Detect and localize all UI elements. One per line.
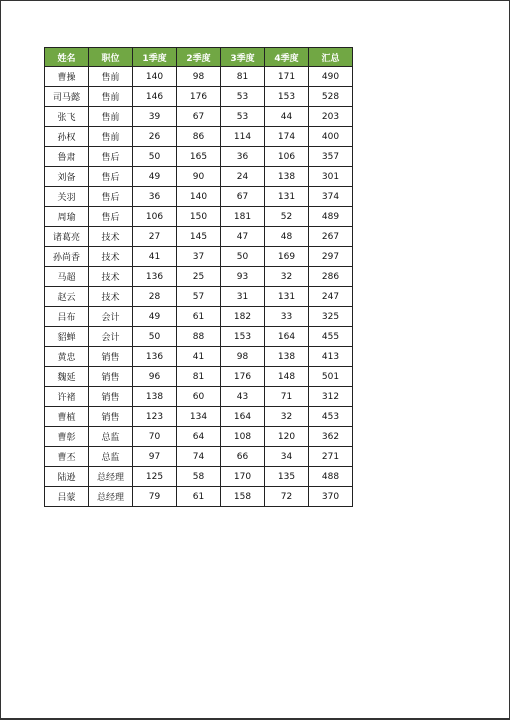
- table-row: [45, 167, 353, 187]
- q4-cell: 106: [265, 147, 309, 167]
- name-cell: 张飞: [45, 107, 89, 127]
- q3-cell: 164: [221, 407, 265, 427]
- header-cell-q1: 1季度: [133, 48, 177, 67]
- q1-cell: 125: [133, 467, 177, 487]
- q2-cell: 81: [177, 367, 221, 387]
- position-cell: 总监: [89, 427, 133, 447]
- total-cell: 489: [309, 207, 353, 227]
- q4-cell: 72: [265, 487, 309, 507]
- q3-cell: 66: [221, 447, 265, 467]
- table-row: [45, 227, 353, 247]
- name-cell: 曹植: [45, 407, 89, 427]
- total-cell: 203: [309, 107, 353, 127]
- q4-cell: 164: [265, 327, 309, 347]
- q2-cell: 176: [177, 87, 221, 107]
- name-cell: 孙尚香: [45, 247, 89, 267]
- table-row: [45, 107, 353, 127]
- q2-cell: 60: [177, 387, 221, 407]
- q3-cell: 114: [221, 127, 265, 147]
- q4-cell: 34: [265, 447, 309, 467]
- name-cell: 吕布: [45, 307, 89, 327]
- position-cell: 销售: [89, 367, 133, 387]
- q4-cell: 120: [265, 427, 309, 447]
- q1-cell: 70: [133, 427, 177, 447]
- q2-cell: 140: [177, 187, 221, 207]
- name-cell: 诸葛亮: [45, 227, 89, 247]
- total-cell: 286: [309, 267, 353, 287]
- position-cell: 售前: [89, 107, 133, 127]
- q4-cell: 169: [265, 247, 309, 267]
- total-cell: 374: [309, 187, 353, 207]
- name-cell: 赵云: [45, 287, 89, 307]
- name-cell: 许褚: [45, 387, 89, 407]
- q1-cell: 27: [133, 227, 177, 247]
- name-cell: 曹操: [45, 67, 89, 87]
- q3-cell: 53: [221, 107, 265, 127]
- q3-cell: 43: [221, 387, 265, 407]
- q1-cell: 39: [133, 107, 177, 127]
- q1-cell: 140: [133, 67, 177, 87]
- header-cell-q3: 3季度: [221, 48, 265, 67]
- q2-cell: 150: [177, 207, 221, 227]
- q3-cell: 53: [221, 87, 265, 107]
- q3-cell: 153: [221, 327, 265, 347]
- header-cell-position: 职位: [89, 48, 133, 67]
- total-cell: 301: [309, 167, 353, 187]
- q4-cell: 33: [265, 307, 309, 327]
- q2-cell: 98: [177, 67, 221, 87]
- q2-cell: 64: [177, 427, 221, 447]
- q4-cell: 138: [265, 167, 309, 187]
- q3-cell: 81: [221, 67, 265, 87]
- total-cell: 400: [309, 127, 353, 147]
- q2-cell: 145: [177, 227, 221, 247]
- q2-cell: 58: [177, 467, 221, 487]
- table-row: [45, 287, 353, 307]
- q3-cell: 50: [221, 247, 265, 267]
- name-cell: 吕蒙: [45, 487, 89, 507]
- table-row: [45, 367, 353, 387]
- table-row: [45, 407, 353, 427]
- q3-cell: 31: [221, 287, 265, 307]
- name-cell: 马超: [45, 267, 89, 287]
- position-cell: 会计: [89, 307, 133, 327]
- q2-cell: 88: [177, 327, 221, 347]
- q1-cell: 96: [133, 367, 177, 387]
- name-cell: 刘备: [45, 167, 89, 187]
- total-cell: 501: [309, 367, 353, 387]
- q4-cell: 131: [265, 287, 309, 307]
- position-cell: 总监: [89, 447, 133, 467]
- position-cell: 售后: [89, 147, 133, 167]
- position-cell: 销售: [89, 407, 133, 427]
- header-cell-q4: 4季度: [265, 48, 309, 67]
- q1-cell: 136: [133, 267, 177, 287]
- total-cell: 488: [309, 467, 353, 487]
- q3-cell: 47: [221, 227, 265, 247]
- table-row: [45, 447, 353, 467]
- name-cell: 貂蝉: [45, 327, 89, 347]
- q3-cell: 108: [221, 427, 265, 447]
- name-cell: 司马懿: [45, 87, 89, 107]
- q2-cell: 37: [177, 247, 221, 267]
- total-cell: 370: [309, 487, 353, 507]
- total-cell: 247: [309, 287, 353, 307]
- q2-cell: 134: [177, 407, 221, 427]
- table-row: [45, 387, 353, 407]
- q1-cell: 138: [133, 387, 177, 407]
- position-cell: 技术: [89, 287, 133, 307]
- table-row: [45, 347, 353, 367]
- position-cell: 销售: [89, 347, 133, 367]
- q2-cell: 86: [177, 127, 221, 147]
- position-cell: 销售: [89, 387, 133, 407]
- total-cell: 271: [309, 447, 353, 467]
- q1-cell: 106: [133, 207, 177, 227]
- name-cell: 曹彰: [45, 427, 89, 447]
- q2-cell: 74: [177, 447, 221, 467]
- name-cell: 曹丕: [45, 447, 89, 467]
- position-cell: 技术: [89, 247, 133, 267]
- table-row: [45, 427, 353, 447]
- position-cell: 售后: [89, 207, 133, 227]
- total-cell: 455: [309, 327, 353, 347]
- q3-cell: 67: [221, 187, 265, 207]
- q4-cell: 44: [265, 107, 309, 127]
- q1-cell: 36: [133, 187, 177, 207]
- position-cell: 售前: [89, 87, 133, 107]
- table-row: [45, 87, 353, 107]
- name-cell: 魏延: [45, 367, 89, 387]
- q4-cell: 171: [265, 67, 309, 87]
- q4-cell: 135: [265, 467, 309, 487]
- table-row: [45, 247, 353, 267]
- q4-cell: 153: [265, 87, 309, 107]
- q1-cell: 49: [133, 167, 177, 187]
- q1-cell: 136: [133, 347, 177, 367]
- q3-cell: 36: [221, 147, 265, 167]
- q3-cell: 98: [221, 347, 265, 367]
- q3-cell: 182: [221, 307, 265, 327]
- header-row: [45, 48, 353, 67]
- name-cell: 孙权: [45, 127, 89, 147]
- name-cell: 关羽: [45, 187, 89, 207]
- q1-cell: 28: [133, 287, 177, 307]
- name-cell: 陆逊: [45, 467, 89, 487]
- table-body: [45, 67, 353, 507]
- q1-cell: 50: [133, 147, 177, 167]
- total-cell: 267: [309, 227, 353, 247]
- position-cell: 技术: [89, 227, 133, 247]
- table-row: [45, 67, 353, 87]
- q2-cell: 67: [177, 107, 221, 127]
- q2-cell: 61: [177, 307, 221, 327]
- total-cell: 528: [309, 87, 353, 107]
- q3-cell: 158: [221, 487, 265, 507]
- position-cell: 会计: [89, 327, 133, 347]
- q1-cell: 41: [133, 247, 177, 267]
- name-cell: 周瑜: [45, 207, 89, 227]
- table-row: [45, 147, 353, 167]
- total-cell: 490: [309, 67, 353, 87]
- q4-cell: 52: [265, 207, 309, 227]
- table-row: [45, 327, 353, 347]
- q1-cell: 50: [133, 327, 177, 347]
- total-cell: 297: [309, 247, 353, 267]
- q2-cell: 41: [177, 347, 221, 367]
- header-cell-total: 汇总: [309, 48, 353, 67]
- table-row: [45, 267, 353, 287]
- q3-cell: 176: [221, 367, 265, 387]
- q2-cell: 165: [177, 147, 221, 167]
- position-cell: 总经理: [89, 467, 133, 487]
- q4-cell: 48: [265, 227, 309, 247]
- q1-cell: 123: [133, 407, 177, 427]
- data-table: [44, 47, 353, 507]
- table-row: [45, 467, 353, 487]
- q4-cell: 71: [265, 387, 309, 407]
- q4-cell: 32: [265, 407, 309, 427]
- q2-cell: 61: [177, 487, 221, 507]
- position-cell: 技术: [89, 267, 133, 287]
- q1-cell: 49: [133, 307, 177, 327]
- total-cell: 413: [309, 347, 353, 367]
- q1-cell: 146: [133, 87, 177, 107]
- q3-cell: 181: [221, 207, 265, 227]
- total-cell: 453: [309, 407, 353, 427]
- q1-cell: 79: [133, 487, 177, 507]
- q4-cell: 32: [265, 267, 309, 287]
- q4-cell: 131: [265, 187, 309, 207]
- q1-cell: 97: [133, 447, 177, 467]
- q2-cell: 57: [177, 287, 221, 307]
- header-cell-q2: 2季度: [177, 48, 221, 67]
- name-cell: 黄忠: [45, 347, 89, 367]
- q2-cell: 25: [177, 267, 221, 287]
- position-cell: 售后: [89, 167, 133, 187]
- position-cell: 售前: [89, 67, 133, 87]
- q4-cell: 148: [265, 367, 309, 387]
- q3-cell: 24: [221, 167, 265, 187]
- q1-cell: 26: [133, 127, 177, 147]
- total-cell: 312: [309, 387, 353, 407]
- name-cell: 鲁肃: [45, 147, 89, 167]
- q4-cell: 138: [265, 347, 309, 367]
- header-cell-name: 姓名: [45, 48, 89, 67]
- q2-cell: 90: [177, 167, 221, 187]
- q3-cell: 93: [221, 267, 265, 287]
- total-cell: 357: [309, 147, 353, 167]
- table-row: [45, 487, 353, 507]
- table-row: [45, 187, 353, 207]
- position-cell: 总经理: [89, 487, 133, 507]
- table-row: [45, 127, 353, 147]
- table-row: [45, 307, 353, 327]
- total-cell: 362: [309, 427, 353, 447]
- position-cell: 售后: [89, 187, 133, 207]
- q4-cell: 174: [265, 127, 309, 147]
- table-row: [45, 207, 353, 227]
- total-cell: 325: [309, 307, 353, 327]
- q3-cell: 170: [221, 467, 265, 487]
- position-cell: 售前: [89, 127, 133, 147]
